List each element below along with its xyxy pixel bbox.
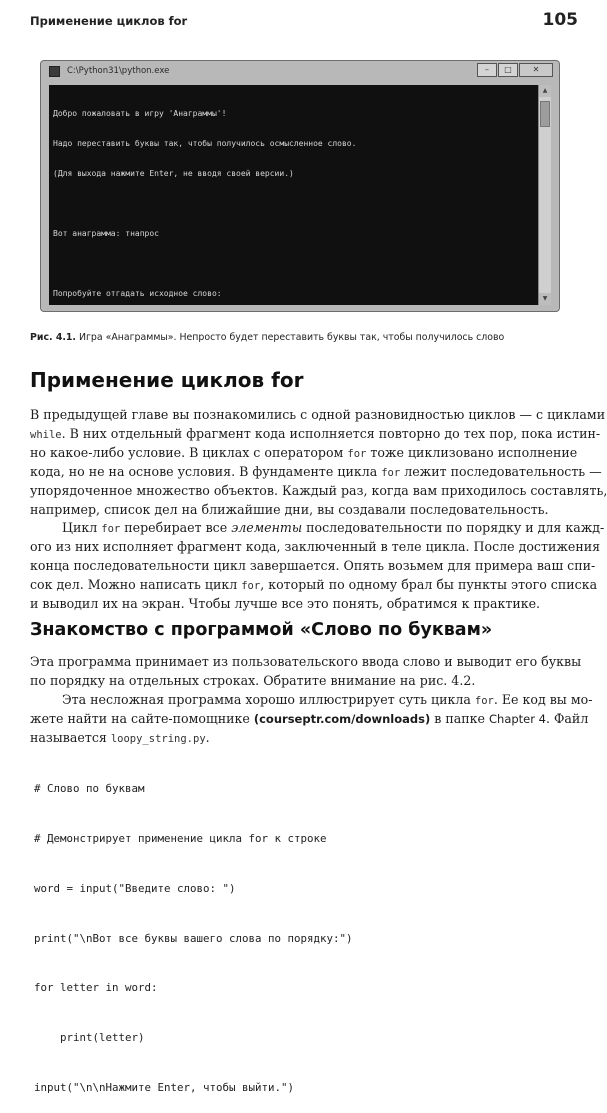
- text-line: жете найти на сайте-помощнике (courseptr.com/downloads) в папке Chapter 4. Файл: [30, 711, 589, 726]
- console-output: [49, 85, 551, 305]
- code-line: # Демонстрирует применение цикла for к строке: [34, 831, 327, 845]
- inline-code: for: [347, 448, 367, 460]
- scroll-down-icon: ▼: [539, 293, 551, 305]
- code-line: input("\n\nНажмите Enter, чтобы выйти."): [34, 1080, 295, 1094]
- text-line: и выводил их на экран. Чтобы лучше все это понять, обратимся к практике.: [30, 596, 541, 611]
- paragraph: [30, 405, 607, 519]
- console-window-figure: [40, 60, 560, 312]
- section-heading: Знакомство с программой «Слово по буквам»: [30, 620, 493, 640]
- scroll-up-icon: ▲: [539, 85, 551, 97]
- running-head-title: Применение циклов for: [30, 14, 188, 28]
- text-line: называется loopy_string.py.: [30, 730, 210, 745]
- code-listing: [34, 748, 574, 1113]
- console-line: Вот анаграмма: тнапрос: [53, 229, 159, 238]
- console-line: (Для выхода нажмите Enter, не вводя своей версии.): [53, 169, 294, 178]
- console-line: [53, 199, 533, 209]
- code-line: print(letter): [34, 1031, 145, 1045]
- console-scrollbar: [538, 85, 551, 305]
- file-name: loopy_string.py: [110, 733, 206, 745]
- text-line: ого из них исполняет фрагмент кода, заключенный в теле цикла. После достижения: [30, 539, 601, 554]
- figure-caption-text: Игра «Анаграммы». Непросто будет переставить буквы так, чтобы получилось слово: [78, 332, 505, 343]
- website-link[interactable]: (courseptr.com/downloads): [253, 712, 431, 726]
- console-line: [53, 259, 533, 269]
- text-line: Эта программа принимает из пользовательского ввода слово и выводит его буквы: [30, 654, 582, 669]
- text-line: В предыдущей главе вы познакомились с одной разновидностью циклов — с циклами: [30, 407, 606, 422]
- code-line: print("\nВот все буквы вашего слова по порядку:"): [34, 931, 353, 945]
- running-head: [30, 10, 578, 36]
- console-line: Надо переставить буквы так, чтобы получилось осмысленное слово.: [53, 139, 357, 148]
- console-app-icon: [49, 66, 60, 77]
- text-line: кода, но не на основе условия. В фундаменте цикла for лежит последовательность —: [30, 464, 602, 479]
- text-line: упорядоченное множество объектов. Каждый раз, когда вам приходилось составлять,: [30, 483, 607, 498]
- window-titlebar: [41, 61, 559, 83]
- emphasis: элементы: [231, 520, 303, 535]
- inline-code: for: [474, 695, 494, 707]
- figure-caption-label: Рис. 4.1.: [30, 332, 76, 343]
- code-line: # Слово по буквам: [34, 782, 145, 796]
- console-line: Попробуйте отгадать исходное слово:: [53, 289, 222, 298]
- code-line: word = input("Введите слово: "): [34, 881, 236, 895]
- close-icon: ✕: [519, 63, 553, 77]
- scroll-thumb: [540, 101, 550, 127]
- text-line: Цикл for перебирает все элементы последовательности по порядку и для кажд-: [62, 520, 605, 535]
- console-line: Добро пожаловать в игру 'Анаграммы'!: [53, 109, 227, 118]
- inline-code: while: [30, 429, 62, 441]
- text-line: сок дел. Можно написать цикл for, который по одному брал бы пункты этого списка: [30, 577, 598, 592]
- folder-name: Chapter 4: [489, 712, 546, 726]
- minimize-icon: –: [477, 63, 497, 77]
- inline-code: for: [241, 580, 261, 592]
- text-line: конца последовательности цикл завершается. Опять возьмем для примера ваш спи-: [30, 558, 596, 573]
- page-number: 105: [542, 10, 578, 30]
- text-line: Эта несложная программа хорошо иллюстрирует суть цикла for. Ее код вы мо-: [62, 692, 593, 707]
- paragraph: [30, 518, 605, 613]
- window-controls: [477, 63, 553, 77]
- text-line: например, список дел на ближайшие дни, вы создавали последовательность.: [30, 502, 549, 517]
- paragraph: [30, 652, 593, 747]
- inline-code: for: [381, 467, 401, 479]
- inline-code: for: [101, 523, 121, 535]
- text-line: while. В них отдельный фрагмент кода исполняется повторно до тех пор, пока истин-: [30, 426, 601, 441]
- code-line: for letter in word:: [34, 981, 158, 995]
- maximize-icon: □: [498, 63, 518, 77]
- figure-caption: [30, 332, 578, 343]
- text-line: по порядку на отдельных строках. Обратите внимание на рис. 4.2.: [30, 673, 476, 688]
- window-title: C:\Python31\python.exe: [67, 66, 170, 76]
- text-line: но какое-либо условие. В циклах с оператором for тоже циклизовано исполнение: [30, 445, 578, 460]
- section-heading: Применение циклов for: [30, 368, 304, 392]
